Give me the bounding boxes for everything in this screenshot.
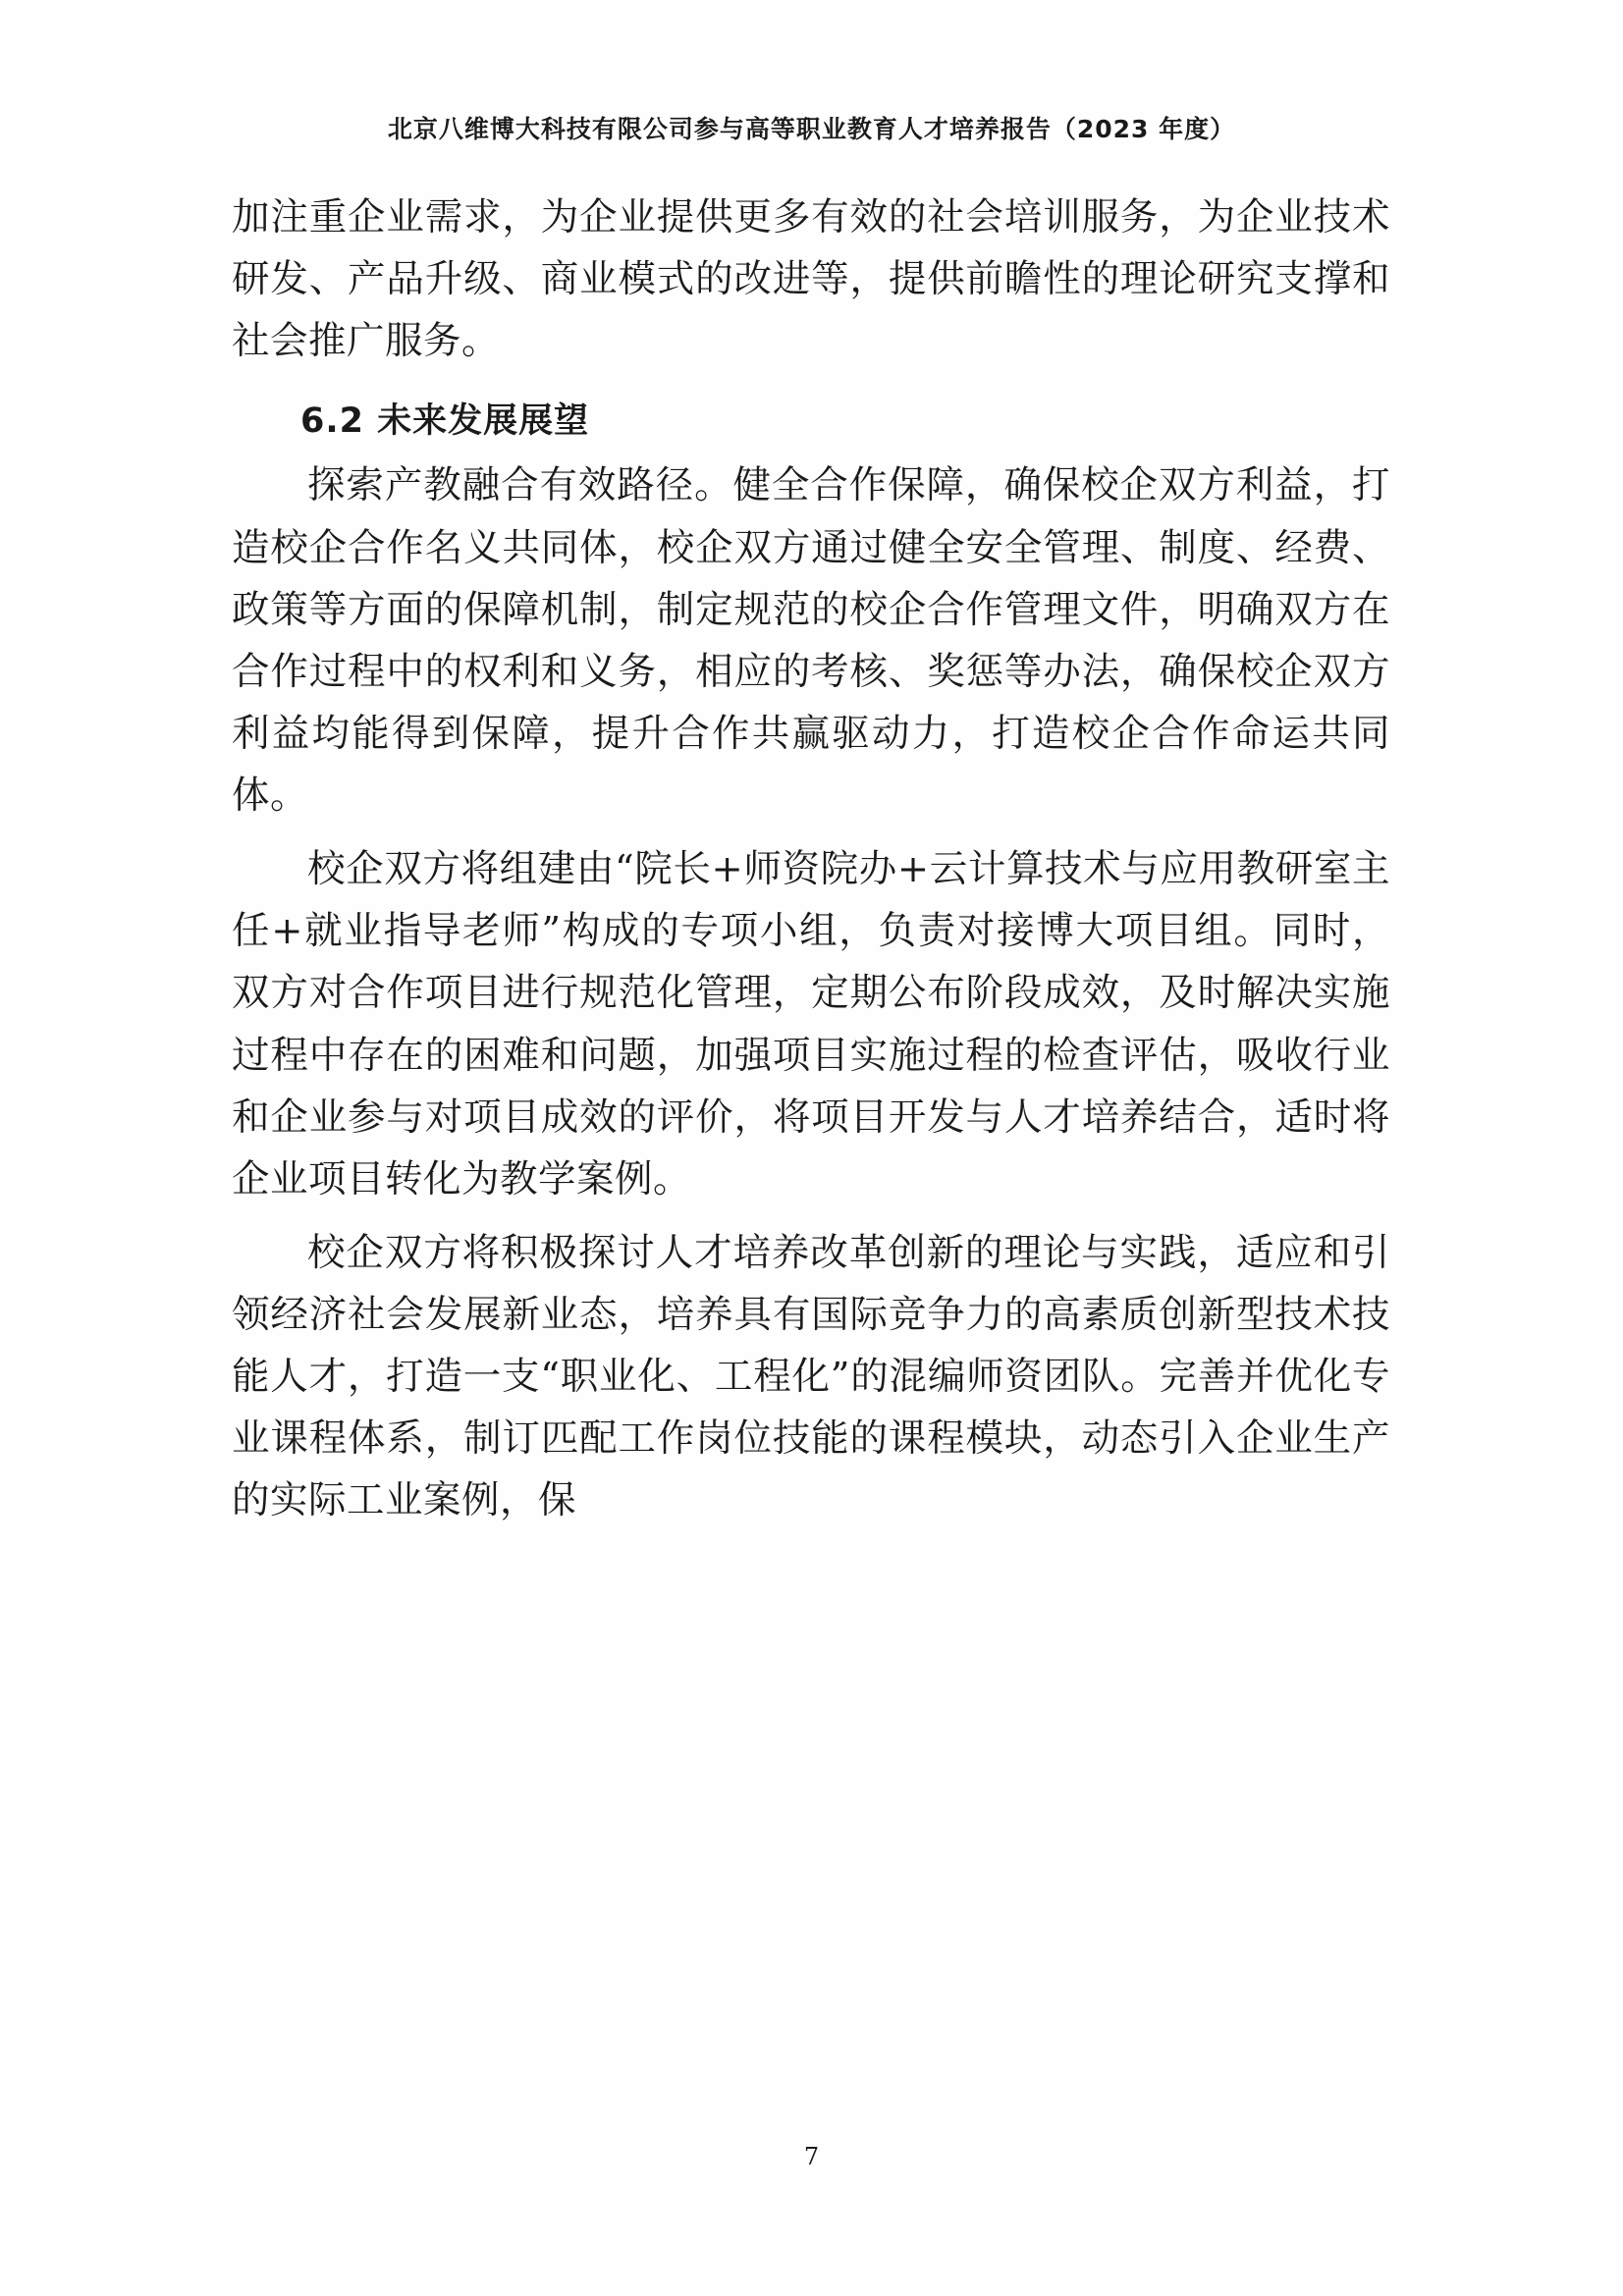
- paragraph-1: 探索产教融合有效路径。健全合作保障，确保校企双方利益，打造校企合作名义共同体，校企双方通过健全安全管理、制度、经费、政策等方面的保障机制，制定规范的校企合作管理文件，明确双方在合作过程中的权利和义务，相应的考核、奖惩等办法，确保校企双方利益均能得到保障，提升合作共赢驱动力，打造校企合作命运共同体。: [232, 463, 1390, 818]
- paragraph-3: 校企双方将积极探讨人才培养改革创新的理论与实践，适应和引领经济社会发展新业态，培养具有国际竞争力的高素质创新型技术技能人才，打造一支“职业化、工程化”的混编师资团队。完善并优化专业课程体系，制订匹配工作岗位技能的课程模块，动态引入企业生产的实际工业案例，保: [232, 1230, 1390, 1523]
- paragraph-continued: 加注重企业需求，为企业提供更多有效的社会培训服务，为企业技术研发、产品升级、商业模式的改进等，提供前瞻性的理论研究支撑和社会推广服务。: [232, 195, 1390, 364]
- paragraph-spacer: [232, 1212, 1390, 1222]
- page-header: 北京八维博大科技有限公司参与高等职业教育人才培养报告（2023 年度）: [387, 115, 1236, 143]
- section-heading-6-2: 6.2 未来发展展望: [300, 401, 590, 442]
- paragraph-spacer: [232, 828, 1390, 838]
- paragraph-2: 校企双方将组建由“院长+师资院办+云计算技术与应用教研室主任+就业指导老师”构成的专项小组，负责对接博大项目组。同时，双方对合作项目进行规范化管理，定期公布阶段成效，及时解决实施过程中存在的困难和问题，加强项目实施过程的检查评估，吸收行业和企业参与对项目成效的评价，将项目开发与人才培养结合，适时将企业项目转化为教学案例。: [232, 847, 1390, 1201]
- page-body: [232, 187, 1390, 1534]
- page-number: 7: [803, 2143, 820, 2170]
